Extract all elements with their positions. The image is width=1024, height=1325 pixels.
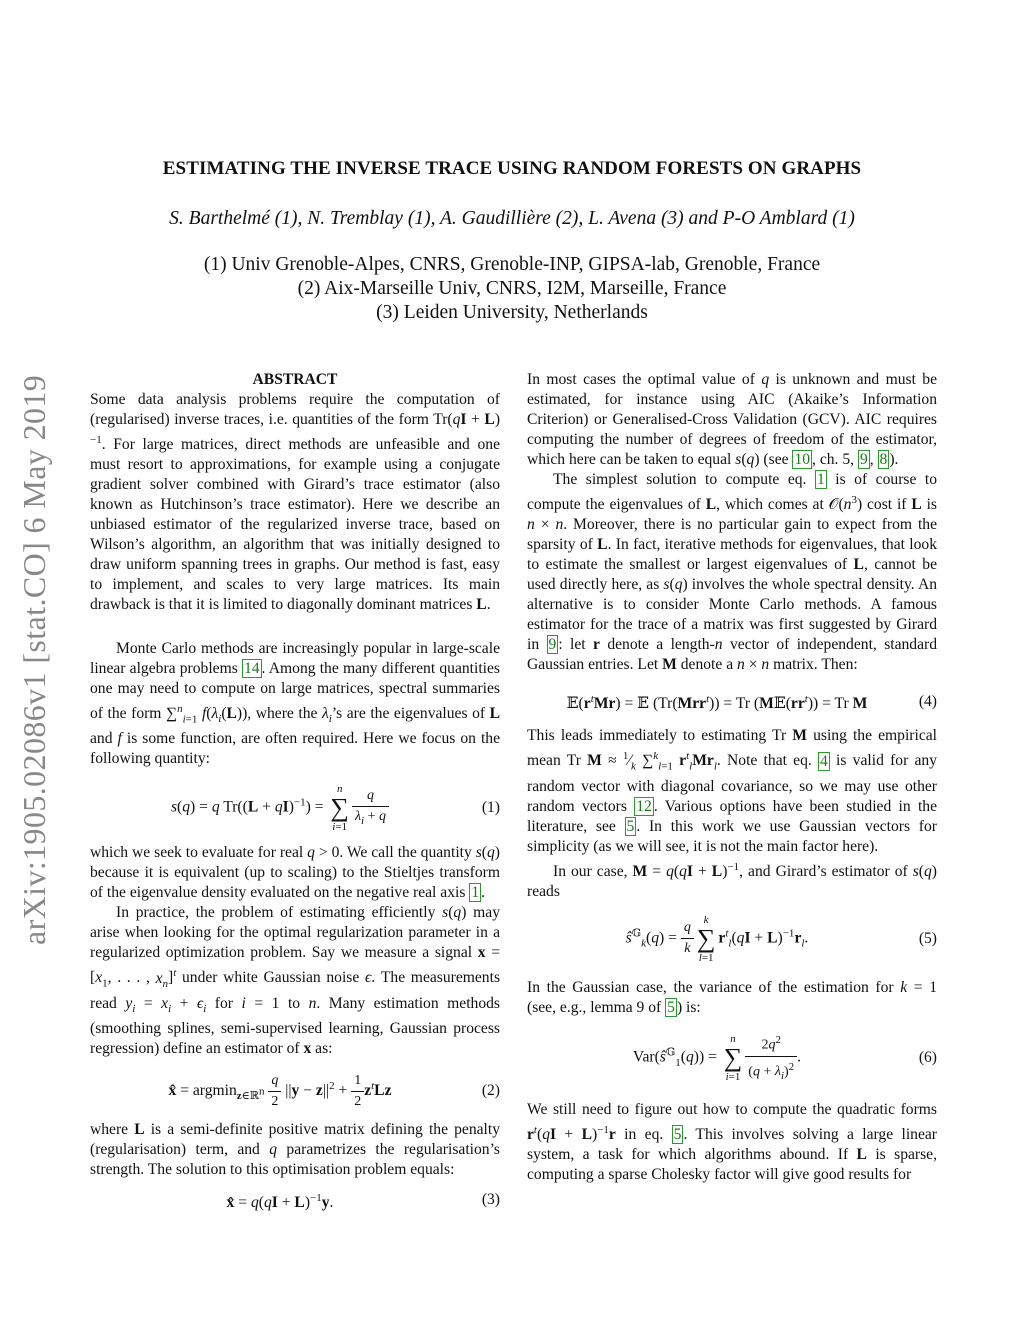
paragraph-practice: In practice, the problem of estimating efficiently s(q) may arise when looking for the optimal regularization parameter in a regularized optimization problem. Say we measure a signal $x = [x_1$, . . . , $x_n]^t$ under white Gaussian noise ϵ. The measurements read $y_i = x_i + \epsilon_i$ for i = 1 to n. Many estimation methods (smoothing splines, semi-supervised learning, Gaussian process regression) define an estimator of x as: bbox=[90, 904, 501, 1057]
citation-9[interactable]: 9 bbox=[859, 451, 868, 468]
affiliation-3: (3) Leiden University, Netherlands bbox=[376, 302, 648, 323]
citation-8[interactable]: 8 bbox=[879, 451, 888, 468]
citation-1[interactable]: 1 bbox=[471, 884, 480, 902]
paragraph-our-case: In our case, M = q(qI + L)$^{-1}$, and Girard’s estimator of s(q) reads bbox=[527, 860, 937, 900]
affiliation-2: (2) Aix-Marseille Univ, CNRS, I2M, Marseille, France bbox=[297, 278, 727, 299]
equation-5: $ŝ^𝔾_k(q)$ = $\frac{q}{k}$ k ∑ $l=1r^t_l(qI + L)^{-1}r_l$. (5) bbox=[625, 913, 937, 964]
arxiv-identifier: arXiv:1905.02086v1 [stat.CO] 6 May 2019 bbox=[16, 374, 52, 945]
author-list: S. Barthelmé (1), N. Tremblay (1), A. Gaudillière (2), L. Avena (3) and P-O Amblard (1) bbox=[169, 208, 855, 229]
citation-10[interactable]: 10 bbox=[794, 451, 811, 468]
paragraph-optimal-q: In most cases the optimal value of q is unknown and must be estimated, for instance using AIC (Akaike’s Information Criterion) or Generalised-Cross Validation (GCV). AIC requires computing the number of degrees of freedom of the estimator, which here can be taken to equal s(q) (see 10 , ch. 5, 9 , 8 ). bbox=[527, 371, 937, 468]
citation-5b[interactable]: 5 bbox=[667, 998, 675, 1016]
affiliation-1: (1) Univ Grenoble-Alpes, CNRS, Grenoble-INP, GIPSA-lab, Grenoble, France bbox=[203, 254, 821, 275]
paragraph-variance: In the Gaussian case, the variance of the estimation for k = 1 (see, e.g., lemma 9 of 5 ) is: bbox=[527, 978, 937, 1016]
paragraph-definition: which we seek to evaluate for real q > 0. We call the quantity s(q) because it is equivalent (up to scaling) to the Stieltjes transform of the eigenvalue density evaluated on the negative real axis 1 . bbox=[90, 844, 500, 902]
paragraph-penalty: where L is a semi-definite positive matrix defining the penalty (regularisation) term, and q parametrizes the regularisation’s strength. The solution to this optimisation problem equals: bbox=[90, 1120, 500, 1178]
equation-3: x̂ = q(qI + L)$^{-1}$y. (3) bbox=[226, 1191, 500, 1212]
citation-5[interactable]: 5 bbox=[626, 817, 635, 835]
citation-9b[interactable]: 9 bbox=[548, 636, 557, 654]
abstract-text: Some data analysis problems require the computation of (regularised) inverse traces, i.e. quantities of the form Tr(qI + L)$^{-1}$. For large matrices, direct methods are unfeasible and one must resort to approximations, for example using a conjugate gradient solver combined with Girard’s trace estimator (also known as Hutchinson’s trace estimator). Here we describe an unbiased estimator of the regularized inverse trace, based on Wilson’s algorithm, an algorithm that was initially designed to draw uniform spanning trees in graphs. Our method is fast, easy to implement, and scales to very large matrices. Its main drawback is that it is limited to diagonally dominant matrices L. bbox=[90, 391, 501, 614]
equation-4: $𝔼(r^tMr)$ = 𝔼 (Tr(Mrr$^t$)) = Tr $(M𝔼(rr^t)) = Tr$ M (4) bbox=[566, 692, 937, 713]
equation-2: x̂ = argmin$_{z\in ℝ^n}$ $\frac{q}{2}$ $||y - z||^2$ + $\frac{1}{2}$ $z^tLz$ (2) bbox=[168, 1072, 500, 1109]
equation-1: s(q) = q Tr((L + qI)$^{-1}$) = n ∑ i=1 $\frac{q}{\lambda_i + q}$ (1) bbox=[170, 783, 500, 834]
paragraph-girard: This leads immediately to estimating Tr M using the empirical mean Tr $M \approx ^1⁄_k$ ∑$^k_{l=1}$ $r^t_lMr_l$. Note that eq. 4 is valid for any random vector with diagonal covariance, so we may use other random vectors 12 . Various options have been studied in the literature, see 5 . In this work we use Gaussian vectors for simplicity (as we will see, it is not the main factor here). bbox=[527, 727, 938, 855]
right-column bbox=[527, 370, 937, 1185]
paragraph-simplest: The simplest solution to compute eq. 1 is of course to compute the eigenvalues of L, which comes at $𝒪(n^3)$ cost if L is n × n. Moreover, there is no particular gain to expect from the sparsity of L. In fact, iterative methods for eigenvalues, that look to estimate the smallest or largest eigenvalues of L, cannot be used directly here, as s(q) involves the whole spectral density. An alternative is to consider Monte Carlo methods. A famous estimator for the trace of a matrix was first suggested by Girard in 9 : let r denote a length-n vector of independent, standard Gaussian entries. Let M denote a n × n matrix. Then: bbox=[527, 471, 938, 674]
left-column bbox=[90, 370, 500, 1213]
eq-ref-4[interactable]: 4 bbox=[820, 752, 828, 770]
paper-title: ESTIMATING THE INVERSE TRACE USING RANDOM FORESTS ON GRAPHS bbox=[162, 158, 862, 179]
abstract-heading: ABSTRACT bbox=[252, 371, 338, 388]
paragraph-quadratic: We still need to figure out how to compute the quadratic forms $r^t(qI + L)^{-1}r$ in eq. 5 . This involves solving a large linear system, a task for which algorithms abound. If L is sparse, computing a sparse Cholesky factor will give good results for bbox=[527, 1100, 938, 1184]
citation-14[interactable]: 14 bbox=[243, 660, 260, 678]
paragraph-intro: Monte Carlo methods are increasingly popular in large-scale linear algebra problems 14 . Among the many different quantities one may need to compute on large matrices, spectral summaries of the form ∑$^n_{i=1}$ $f(\lambda_i(L))$, where the $\lambda_i’s$ are the eigenvalues of L and f is some function, are often required. Here we focus on the following quantity: bbox=[90, 640, 501, 768]
eq-ref-1[interactable]: 1 bbox=[816, 471, 825, 488]
eq-ref-5[interactable]: 5 bbox=[673, 1126, 682, 1144]
equation-6: $Var(ŝ^𝔾_1(q)) = n$ ∑ i=1 $\frac{2q^2}{(q + \lambda_i)^2}$ . (6) bbox=[527, 1030, 937, 1086]
citation-12[interactable]: 12 bbox=[636, 797, 652, 815]
